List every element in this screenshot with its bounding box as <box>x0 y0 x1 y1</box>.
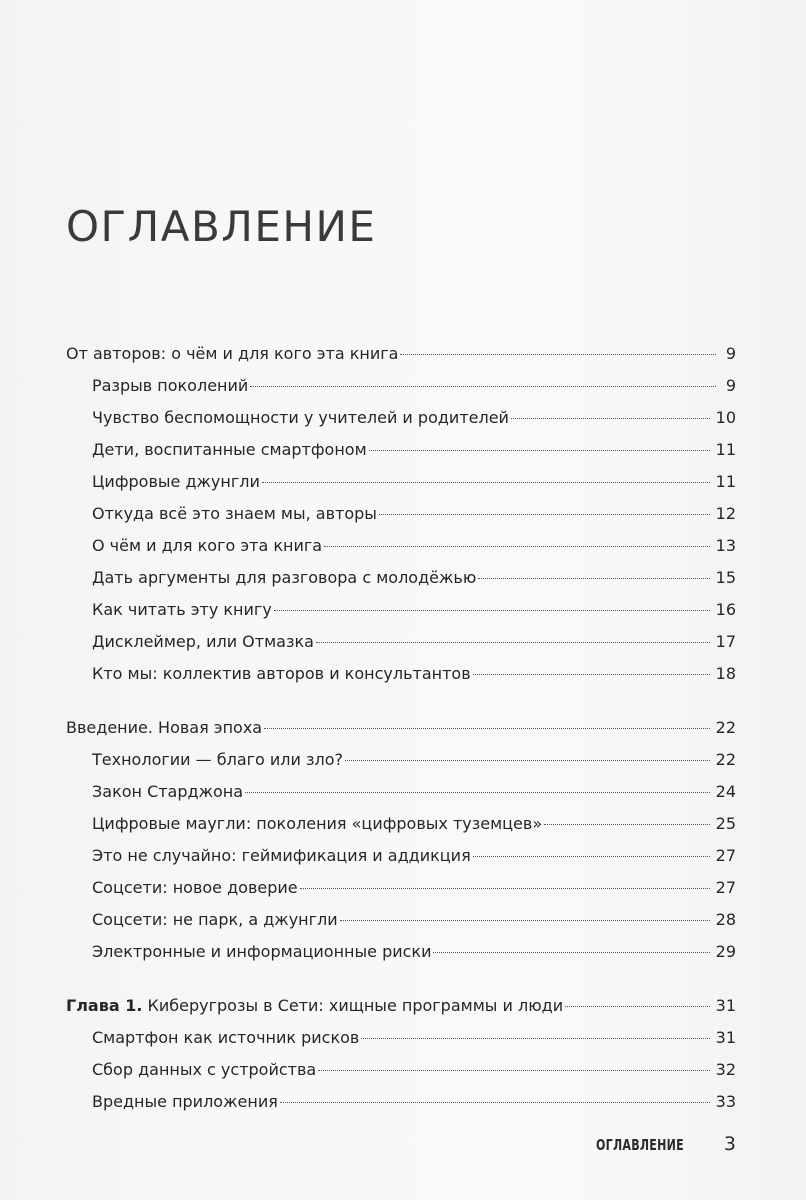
toc-subentry <box>66 808 736 840</box>
toc-entry-title <box>92 562 476 594</box>
page-heading: ОГЛАВЛЕНИЕ <box>66 202 377 252</box>
toc-subentry <box>66 626 736 658</box>
toc-section <box>66 712 736 968</box>
toc-subentry <box>66 594 736 626</box>
dot-leader <box>400 354 716 355</box>
dot-leader <box>345 760 710 761</box>
dot-leader <box>324 546 710 547</box>
toc-entry-title <box>92 498 377 530</box>
toc-page-number: 9 <box>725 344 736 363</box>
toc-entry-text: Закон Старджона <box>92 782 244 801</box>
running-footer-title: ОГЛАВЛЕНИЕ <box>596 1136 684 1154</box>
toc-entry-text: Цифровые маугли: поколения «цифровых туземцев» <box>92 814 543 833</box>
toc-entry-title <box>66 712 262 744</box>
toc-subentry <box>66 936 736 968</box>
toc-entry-title <box>92 776 243 808</box>
dot-leader <box>340 920 710 921</box>
toc-page-number: 10 <box>715 408 736 427</box>
dot-leader <box>264 728 710 729</box>
toc-entry <box>66 990 736 1022</box>
toc-entry-text: Это не случайно: геймификация и аддикция <box>92 846 471 865</box>
toc-entry-title <box>92 402 509 434</box>
toc-entry-title <box>92 466 260 498</box>
dot-leader <box>262 482 710 483</box>
toc-page-number: 9 <box>725 376 736 395</box>
toc-entry-title <box>92 904 338 936</box>
toc-entry-text: Разрыв поколений <box>92 376 249 395</box>
toc-entry-title <box>92 808 542 840</box>
toc-page-number: 25 <box>715 814 736 833</box>
dot-leader <box>300 888 710 889</box>
dot-leader <box>511 418 710 419</box>
toc-entry-text: Смартфон как источник рисков <box>92 1028 360 1047</box>
toc-page-number: 22 <box>715 718 736 737</box>
toc-entry-text: Соцсети: новое доверие <box>92 878 298 897</box>
toc-entry-text: Технологии — благо или зло? <box>92 750 344 769</box>
toc-entry-text: Как читать эту книгу <box>92 600 272 619</box>
toc-entry-title <box>92 1022 359 1054</box>
toc-subentry <box>66 530 736 562</box>
toc-entry-text: От авторов: о чём и для кого эта книга <box>66 344 399 363</box>
toc-page-number: 12 <box>715 504 736 523</box>
dot-leader <box>379 514 710 515</box>
toc-section <box>66 990 736 1118</box>
toc-page-number: 28 <box>715 910 736 929</box>
toc-entry-text: Цифровые джунгли <box>92 472 260 491</box>
toc-entry-text: Введение. Новая эпоха <box>66 718 263 737</box>
toc-subentry <box>66 466 736 498</box>
toc-page-number: 18 <box>715 664 736 683</box>
toc-entry-text: Чувство беспомощности у учителей и родителей <box>92 408 509 427</box>
toc-entry-title <box>92 1054 316 1086</box>
toc-page-number: 24 <box>715 782 736 801</box>
toc-subentry <box>66 1054 736 1086</box>
toc-page-number: 16 <box>715 600 736 619</box>
toc-entry <box>66 712 736 744</box>
toc-entry-text: Сбор данных с устройства <box>92 1060 317 1079</box>
toc-page-number: 17 <box>715 632 736 651</box>
toc-entry-text: Кто мы: коллектив авторов и консультантов <box>92 664 471 683</box>
toc-entry-title <box>92 530 322 562</box>
dot-leader <box>280 1102 710 1103</box>
toc-entry-text: Дать аргументы для разговора с молодёжью <box>92 568 477 587</box>
toc-subentry <box>66 562 736 594</box>
toc-page-number: 27 <box>715 878 736 897</box>
toc-section <box>66 338 736 690</box>
toc-page-number: 15 <box>715 568 736 587</box>
toc-page-number: 29 <box>715 942 736 961</box>
toc-subentry <box>66 744 736 776</box>
toc-subentry <box>66 776 736 808</box>
toc-subentry <box>66 402 736 434</box>
toc-entry-title <box>92 434 367 466</box>
dot-leader <box>473 674 710 675</box>
toc-subentry <box>66 370 736 402</box>
dot-leader <box>473 856 710 857</box>
dot-leader <box>245 792 710 793</box>
dot-leader <box>250 386 716 387</box>
toc-subentry <box>66 434 736 466</box>
toc-entry-title <box>92 594 272 626</box>
toc-entry-text: О чём и для кого эта книга <box>92 536 323 555</box>
toc-subentry <box>66 1022 736 1054</box>
toc-entry-text: Соцсети: не парк, а джунгли <box>92 910 338 929</box>
toc-entry-title <box>92 936 431 968</box>
toc-entry <box>66 338 736 370</box>
dot-leader <box>544 824 710 825</box>
toc-entry-title <box>92 840 471 872</box>
toc-subentry <box>66 840 736 872</box>
toc-entry-title <box>92 872 298 904</box>
toc-entry-title <box>92 626 314 658</box>
page-number: 3 <box>723 1133 736 1155</box>
toc-subentry <box>66 872 736 904</box>
dot-leader <box>565 1006 710 1007</box>
toc-page-number: 13 <box>715 536 736 555</box>
dot-leader <box>369 450 710 451</box>
dot-leader <box>478 578 709 579</box>
toc-entry-title <box>92 744 343 776</box>
toc-entry-title <box>92 370 248 402</box>
toc-page-number: 31 <box>715 996 736 1015</box>
toc-subentry <box>66 904 736 936</box>
dot-leader <box>274 610 710 611</box>
table-of-contents <box>66 338 736 1140</box>
toc-page-number: 11 <box>715 440 736 459</box>
toc-page-number: 31 <box>715 1028 736 1047</box>
toc-entry-text: Дети, воспитанные смартфоном <box>92 440 367 459</box>
toc-entry-text: Откуда всё это знаем мы, авторы <box>92 504 377 523</box>
toc-entry-title <box>66 338 398 370</box>
toc-entry-text: Киберугрозы в Сети: хищные программы и люди <box>142 996 564 1015</box>
toc-entry-text: Вредные приложения <box>92 1092 278 1111</box>
dot-leader <box>316 642 710 643</box>
toc-entry-text: Дисклеймер, или Отмазка <box>92 632 314 651</box>
toc-page-number: 32 <box>715 1060 736 1079</box>
toc-page-number: 27 <box>715 846 736 865</box>
toc-page-number: 22 <box>715 750 736 769</box>
toc-page-number: 11 <box>715 472 736 491</box>
dot-leader <box>361 1038 709 1039</box>
chapter-prefix: Глава 1. <box>66 996 143 1015</box>
toc-subentry <box>66 658 736 690</box>
toc-entry-text: Электронные и информационные риски <box>92 942 432 961</box>
toc-page-number: 33 <box>715 1092 736 1111</box>
dot-leader <box>433 952 709 953</box>
toc-entry-title <box>92 1086 278 1118</box>
toc-subentry <box>66 498 736 530</box>
dot-leader <box>318 1070 709 1071</box>
toc-entry-title <box>92 658 471 690</box>
page-footer <box>596 1133 736 1155</box>
toc-entry-title <box>66 990 563 1022</box>
toc-subentry <box>66 1086 736 1118</box>
